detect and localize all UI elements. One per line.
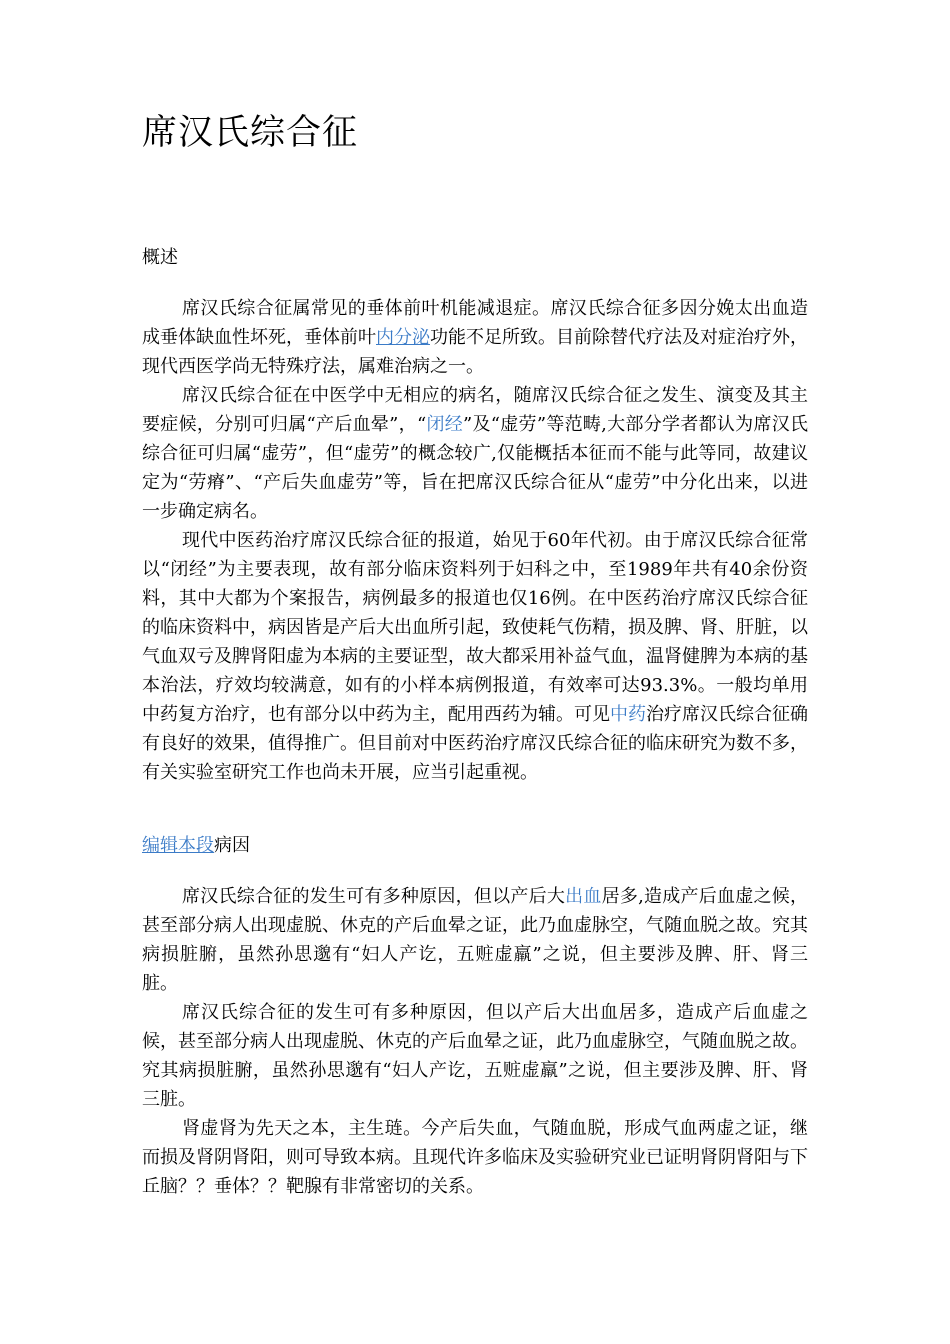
paragraph-etiology-2: [142, 998, 808, 1114]
paragraph-text: 现代中医药治疗席汉氏综合征的报道，始见于60年代初。由于席汉氏综合征常以“闭经”为主要表现，故有部分临床资料列于妇科之中，至1989年共有40余份资料，其中大都为个案报告，病例最多的报道也仅16例。在中医药治疗席汉氏综合征的临床资料中，病因皆是产后大出血所引起，致使耗气伤精，损及脾、肾、肝脏，以气血双亏及脾肾阳虚为本病的主要证型，故大都采用补益气血，温肾健脾为本病的基本治法，疗效均较满意，如有的小样本病例报道，有效率可达93.3%。一般均单用中药复方治疗，也有部分以中药为主，配用西药为辅。可见: [142, 530, 808, 725]
link-amenorrhea[interactable]: 闭经: [426, 414, 464, 435]
link-bleeding[interactable]: 出血: [565, 886, 602, 907]
section-heading-text: 概述: [142, 247, 178, 268]
paragraph-overview-1: [142, 294, 808, 381]
paragraph-text: 席汉氏综合征的发生可有多种原因，但以产后大出血居多，造成产后血虚之候，甚至部分病人出现虚脱、休克的产后血晕之证，此乃血虚脉空，气随血脱之故。究其病损脏腑，虽然孙思邈有“妇人产讫，五赃虚羸”之说，但主要涉及脾、肝、肾三脏。: [142, 1002, 808, 1110]
paragraph-overview-2: [142, 381, 808, 526]
paragraph-etiology-3: [142, 1114, 808, 1201]
link-endocrine[interactable]: 内分泌: [376, 327, 430, 348]
paragraph-text: 居多,造成产后血虚之候，甚至部分病人出现虚脱、休克的产后血晕之证，此乃血虚脉空，气随血脱之故。究其病损脏腑，虽然孙思邈有“妇人产讫，五赃虚羸”之说，但主要涉及脾、肝、肾三脏。: [142, 886, 809, 994]
section-heading-etiology: [142, 833, 250, 859]
paragraph-text: 席汉氏综合征的发生可有多种原因，但以产后大: [182, 886, 566, 907]
page-title: 席汉氏综合征: [142, 113, 359, 153]
paragraph-text: 治疗席汉氏综合征确有良好的效果，值得推广。但目前对中医药治疗席汉氏综合征的临床研究为数不多，有关实验室研究工作也尚未开展，应当引起重视。: [142, 704, 808, 783]
section-heading-overview: [142, 245, 178, 271]
section-heading-text: 病因: [214, 835, 250, 856]
paragraph-text: 肾虚肾为先天之本，主生琏。今产后失血，气随血脱，形成气血两虚之证，继而损及肾阴肾阳，则可导致本病。且现代许多临床及实验研究业已证明肾阴肾阳与下丘脑？？垂体？？靶腺有非常密切的关系。: [142, 1118, 808, 1197]
paragraph-text: 功能不足所致。目前除替代疗法及对症治疗外，现代西医学尚无特殊疗法，属难治病之一。: [142, 327, 808, 377]
link-chinese-medicine[interactable]: 中药: [610, 704, 646, 725]
paragraph-overview-3: [142, 526, 808, 787]
paragraph-text: ”及“虚劳”等范畴,大部分学者都认为席汉氏综合征可归属“虚劳”，但“虚劳”的概念较广,仅能概括本征而不能与此等同，故建议定为“劳瘠”、“产后失血虚劳”等，旨在把席汉氏综合征从“虚劳”中分化出来，以进一步确定病名。: [142, 414, 809, 522]
paragraph-text: 席汉氏综合征在中医学中无相应的病名，随席汉氏综合征之发生、演变及其主要症候，分别可归属“产后血晕”，“: [142, 385, 808, 435]
paragraph-text: 席汉氏综合征属常见的垂体前叶机能减退症。席汉氏综合征多因分娩太出血造成垂体缺血性坏死，垂体前叶: [142, 298, 808, 348]
paragraph-etiology-1: [142, 882, 808, 998]
edit-section-link[interactable]: 编辑本段: [142, 835, 214, 856]
